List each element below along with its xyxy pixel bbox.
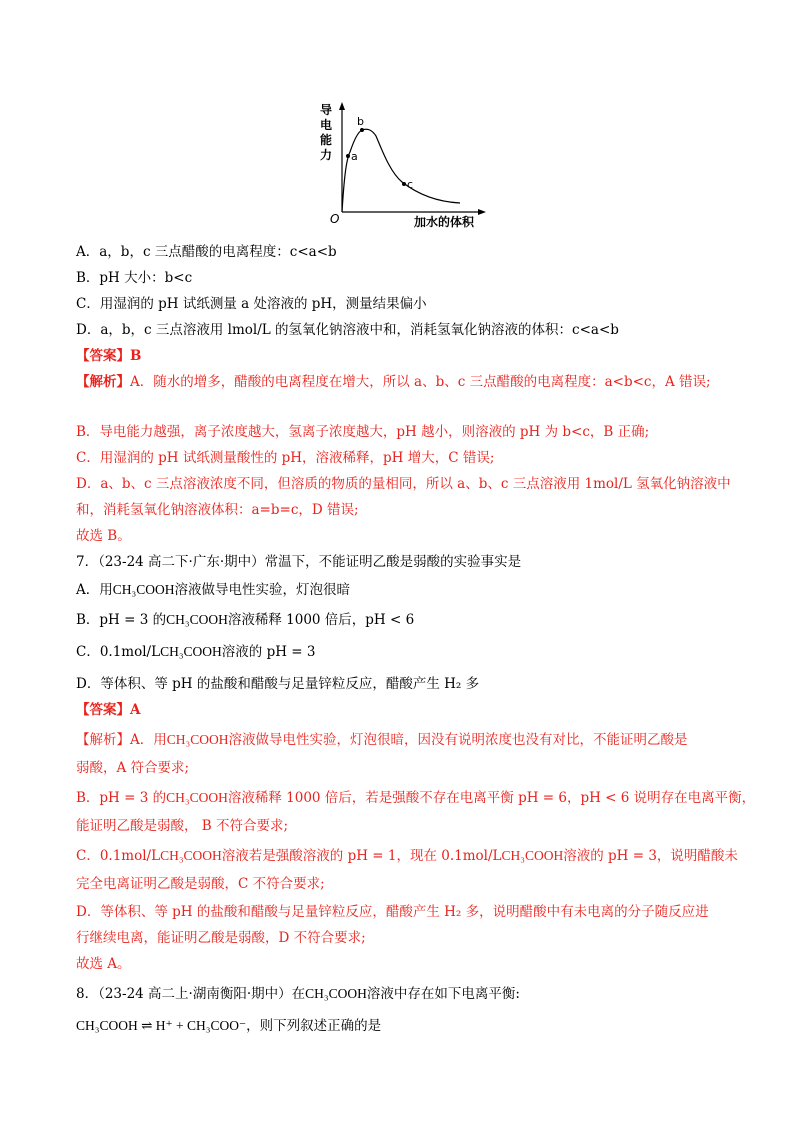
q6-option-c: C．用湿润的 pH 试纸测量 a 处溶液的 pH，测量结果偏小 [76, 296, 427, 312]
q7-option-d: D．等体积、等 pH 的盐酸和醋酸与足量锌粒反应，醋酸产生 H₂ 多 [76, 676, 480, 692]
formula: CH₃COOH [166, 790, 228, 805]
q7-analysis-4b: 行继续电离，能证明乙酸是弱酸，D 不符合要求; [76, 930, 366, 946]
conductivity-curve [342, 129, 460, 212]
point-a-label: a [351, 150, 358, 163]
q6-analysis-3: C．用湿润的 pH 试纸测量酸性的 pH，溶液稀释，pH 增大，C 错误; [76, 450, 495, 466]
q6-option-b: B．pH 大小：b<c [76, 270, 193, 286]
formula: CH₃COOH [305, 986, 367, 1001]
formula: CH₃COOH [501, 848, 564, 863]
q7-analysis-3: C．0.1mol/LCH₃COOH溶液若是强酸溶液的 pH = 1，现在 0.1mol/LCH₃COOH溶液的 pH = 3，说明醋酸未 [76, 848, 738, 864]
q6-analysis-2: B．导电能力越强，离子浓度越大，氢离子浓度越大，pH 越小，则溶液的 pH 为 b<c，B 正确; [76, 424, 650, 440]
formula: CH₃COOH [166, 612, 228, 627]
q6-analysis-1: 【解析】A．随水的增多，醋酸的电离程度在增大，所以 a、b、c 三点醋酸的电离程度：a<b<c，A 错误; [76, 374, 711, 390]
formula: CH₃COOH [112, 582, 175, 597]
point-a-marker [346, 154, 350, 158]
q6-answer: 【答案】B [76, 348, 142, 364]
x-axis-label: 加水的体积 [414, 215, 475, 229]
q7-option-b: B．pH = 3 的CH₃COOH溶液稀释 1000 倍后，pH < 6 [76, 612, 415, 628]
q7-conclusion: 故选 A。 [76, 956, 131, 972]
q7-analysis-3b: 完全电离证明乙酸是弱酸，C 不符合要求; [76, 876, 325, 892]
point-b-label: b [357, 115, 364, 128]
q7-stem: 7．（23-24 高二下·广东·期中）常温下，不能证明乙酸是弱酸的实验事实是 [76, 554, 522, 570]
q7-option-a: A．用CH₃COOH溶液做导电性实验，灯泡很暗 [76, 582, 350, 598]
origin-label: O [330, 212, 340, 226]
point-c-marker [402, 182, 406, 186]
q7-option-c: C．0.1mol/LCH₃COOH溶液的 pH = 3 [76, 644, 316, 660]
q6-option-a: A．a，b，c 三点醋酸的电离程度：c<a<b [76, 244, 337, 260]
y-axis-arrow [339, 102, 345, 110]
y-label-1: 导 [320, 103, 333, 117]
q6-conclusion: 故选 B。 [76, 528, 131, 544]
q8-equation: CH₃COOH ⇌ H⁺ + CH₃COO⁻，则下列叙述正确的是 [76, 1018, 382, 1034]
q7-analysis-4: D．等体积、等 pH 的盐酸和醋酸与足量锌粒反应，醋酸产生 H₂ 多，说明醋酸中有未电离的分子随反应进 [76, 904, 709, 920]
formula: CH₃COOH [160, 644, 222, 659]
y-label-3: 能 [320, 133, 333, 147]
q6-option-d: D．a，b，c 三点溶液用 lmol/L 的氢氧化钠溶液中和，消耗氢氧化钠溶液的体积：c<a<b [76, 322, 619, 338]
q7-analysis-2: B．pH = 3 的CH₃COOH溶液稀释 1000 倍后，若是强酸不存在电离平衡 pH = 6，pH < 6 说明存在电离平衡， [76, 790, 756, 806]
point-b-marker [360, 128, 364, 132]
q7-analysis-1b: 弱酸，A 符合要求; [76, 760, 190, 776]
y-label-2: 电 [320, 118, 333, 132]
q7-analysis-1: 【解析】A．用CH₃COOH溶液做导电性实验，灯泡很暗，因没有说明浓度也没有对比，不能证明乙酸是 [76, 732, 688, 748]
q8-stem: 8．（23-24 高二上·湖南衡阳·期中）在CH₃COOH溶液中存在如下电离平衡: [76, 986, 520, 1002]
q7-analysis-2b: 能证明乙酸是弱酸， B 不符合要求; [76, 818, 289, 834]
x-axis-arrow [478, 209, 486, 215]
analysis-tag: 【解析】 [76, 374, 130, 390]
conductivity-figure [310, 100, 490, 230]
q6-analysis-4a: D．a、b、c 三点溶液浓度不同，但溶质的物质的量相同，所以 a、b、c 三点溶液用 1mol/L 氢氧化钠溶液中 [76, 476, 731, 492]
formula: CH₃COOH [160, 848, 222, 863]
point-c-label: c [407, 178, 414, 191]
ionization-equation: CH₃COOH ⇌ H⁺ + CH₃COO⁻ [76, 1018, 247, 1033]
q7-answer: 【答案】A [76, 702, 141, 718]
q6-analysis-4b: 和，消耗氢氧化钠溶液体积：a=b=c，D 错误; [76, 502, 359, 518]
formula: CH₃COOH [166, 732, 229, 747]
y-label-4: 力 [320, 148, 333, 162]
